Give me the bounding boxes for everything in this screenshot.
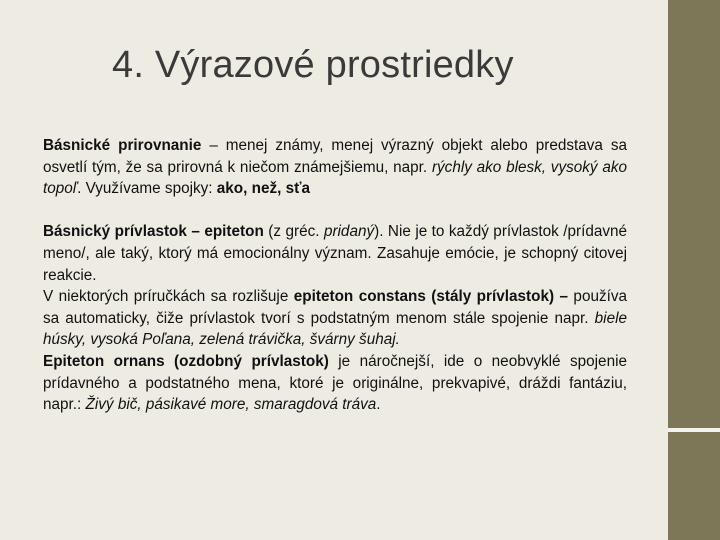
p3-examples: biele húsky, vysoká Poľana, zelená trávička, švárny šuhaj. (43, 309, 627, 349)
term-epiteton: Básnický prívlastok – epiteton (43, 223, 264, 241)
side-bar-bottom (668, 432, 720, 540)
paragraph-prirovnanie (43, 135, 627, 200)
p1-text2: . Využívame spojky: (77, 180, 217, 198)
p4-text2: . (376, 396, 381, 414)
p1-text1: – menej známy, menej výrazný objekt alebo predstava sa osvetlí tým, že sa prirovná k niečom známejšiemu, napr. (43, 137, 627, 176)
term-ornans: Epiteton ornans (ozdobný prívlastok) (43, 352, 329, 370)
slide-body (43, 135, 627, 416)
p3-text1: V niektorých príručkách sa rozlišuje (43, 288, 294, 306)
p3-text2: používa sa automaticky, čiže prívlastok tvorí s podstatným menom stále spojenie napr. (43, 288, 628, 327)
paragraph-epiteton (43, 221, 627, 286)
term-prirovnanie: Básnické prirovnanie (43, 137, 202, 154)
p1-examples: rýchly ako blesk, vysoký ako topoľ (43, 158, 627, 198)
term-constans: epiteton constans (stály prívlastok) – (293, 288, 568, 306)
p1-conjunctions: ako, než, sťa (216, 180, 310, 198)
p2-greek: pridaný (323, 223, 375, 241)
p4-text1: je náročnejší, ide o neobvyklé spojenie prídavného a podstatného mena, ktoré je originálne, prekvapivé, dráždi fantáziu, napr.: (43, 352, 627, 414)
paragraph-ornans (43, 351, 627, 416)
p2-text1: (z gréc. (263, 223, 324, 241)
side-bar-top (668, 0, 720, 428)
paragraph-constans (43, 286, 627, 351)
slide-title: 4. Výrazové prostriedky (112, 44, 514, 86)
p2-text2: ). Nie je to každý prívlastok /prídavné meno/, ale taký, ktorý má emocionálny význam. Zasahuje emócie, je schopný citovej reakcie. (43, 223, 628, 284)
p4-examples: Živý bič, pásikavé more, smaragdová tráva (85, 396, 377, 414)
